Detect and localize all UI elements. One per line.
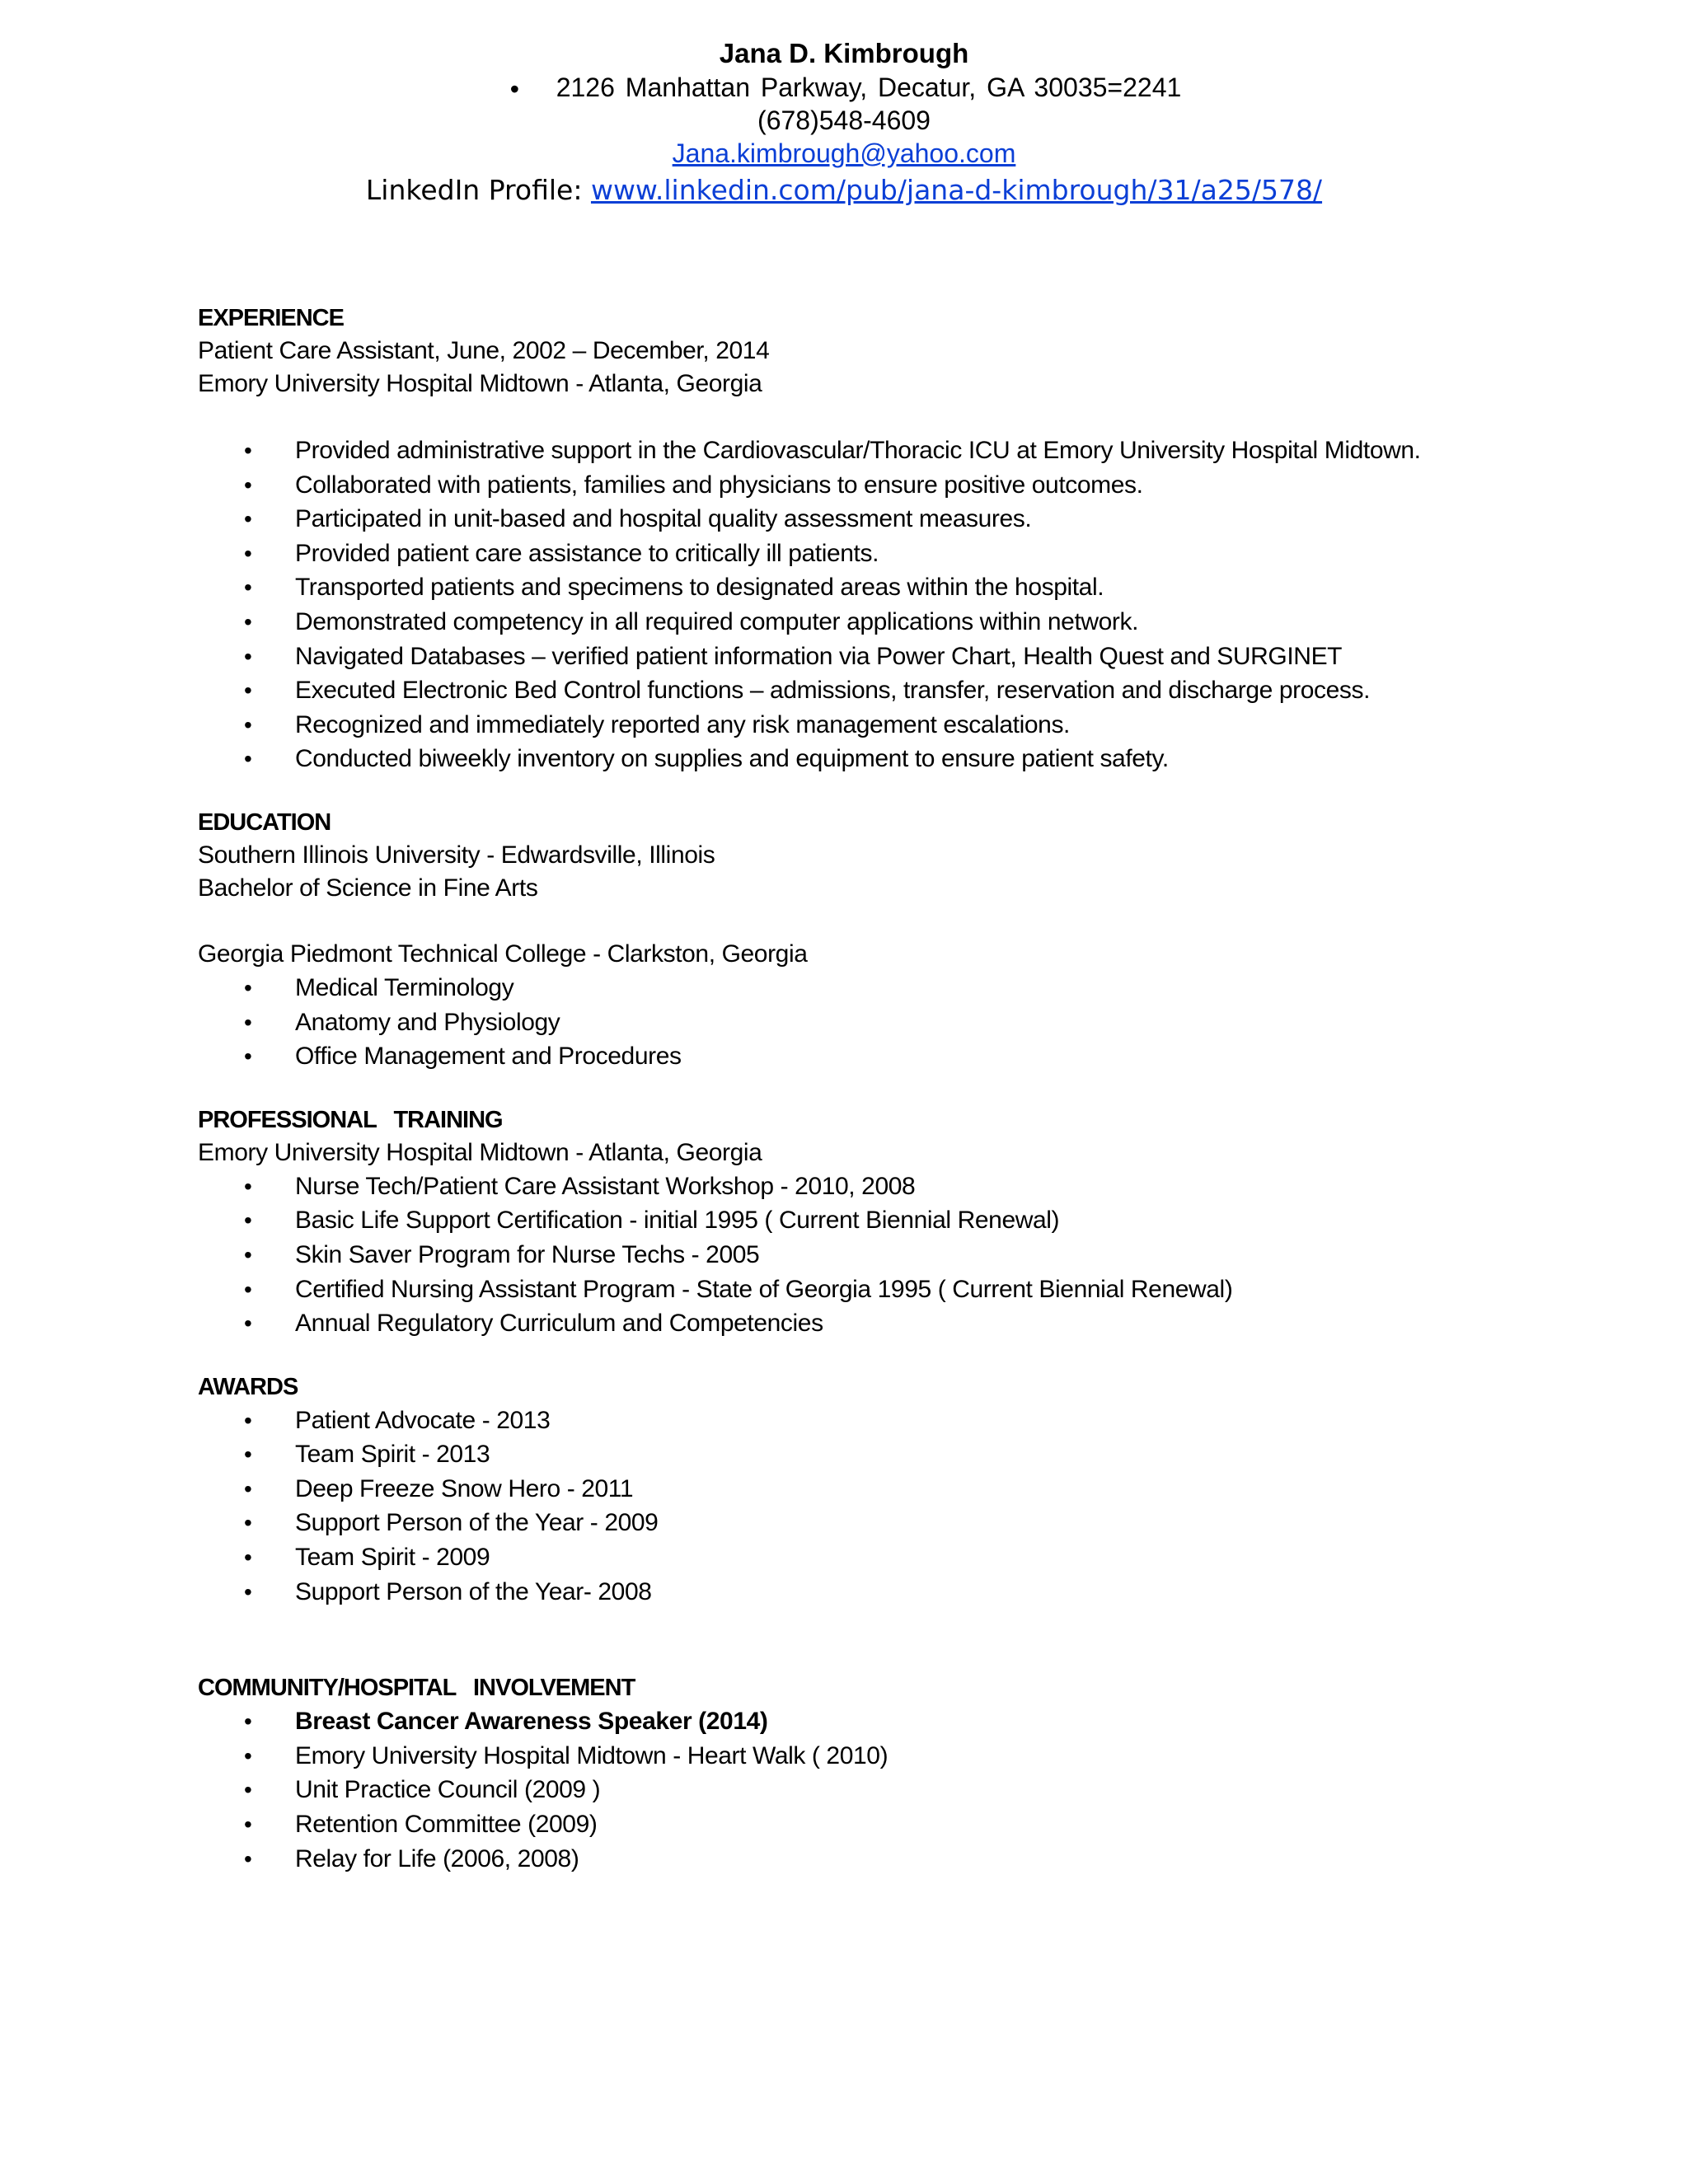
education-degree-1: Bachelor of Science in Fine Arts — [198, 874, 538, 902]
list-item: • Provided administrative support in the Cardiovascular/Thoracic ICU at Emory University Hospital Midtown. — [198, 434, 1533, 468]
list-item: • Breast Cancer Awareness Speaker (2014) — [198, 1704, 1533, 1739]
education-title: EDUCATION — [198, 808, 331, 836]
list-item: • Annual Regulatory Curriculum and Competencies — [198, 1306, 1533, 1341]
bullet-icon: • — [244, 1441, 252, 1468]
bullet-icon: • — [244, 1578, 252, 1605]
list-item: • Transported patients and specimens to designated areas within the hospital. — [198, 570, 1533, 605]
list-item: • Certified Nursing Assistant Program - State of Georgia 1995 ( Current Biennial Renewal) — [198, 1272, 1533, 1307]
bullet-icon: • — [244, 608, 252, 635]
bullet-icon: • — [244, 540, 252, 566]
education-school-1: Southern Illinois University - Edwardsville, Illinois — [198, 841, 715, 869]
list-item: • Anatomy and Physiology — [198, 1005, 1533, 1040]
address: 2126 Manhattan Parkway, Decatur, GA 30035=2241 — [556, 73, 1182, 102]
bullet-icon: • — [244, 1276, 252, 1302]
bullet-icon: • — [244, 1241, 252, 1268]
training-section — [198, 1104, 1533, 1341]
bullet-icon: • — [244, 1811, 252, 1838]
bullet-icon: • — [244, 1207, 252, 1234]
bullet-icon: • — [244, 506, 252, 532]
bullet-icon: • — [244, 746, 252, 772]
address-bullet: • — [509, 74, 519, 104]
bullet-icon: • — [244, 574, 252, 601]
list-item: • Team Spirit - 2013 — [198, 1437, 1533, 1472]
bullet-icon: • — [244, 1777, 252, 1803]
community-title: COMMUNITY/HOSPITAL INVOLVEMENT — [198, 1675, 635, 1702]
address-line — [0, 71, 1688, 104]
list-item: • Deep Freeze Snow Hero - 2011 — [198, 1472, 1533, 1507]
linkedin-link[interactable]: www.linkedin.com/pub/jana-d-kimbrough/31/a25/578/ — [590, 174, 1323, 206]
list-item: • Support Person of the Year- 2008 — [198, 1575, 1533, 1610]
list-item: • Relay for Life (2006, 2008) — [198, 1842, 1533, 1877]
bullet-icon: • — [244, 974, 252, 1001]
email-link[interactable]: Jana.kimbrough@yahoo.com — [672, 138, 1016, 168]
list-item: • Medical Terminology — [198, 971, 1533, 1005]
bullet-icon: • — [244, 711, 252, 738]
bullet-icon: • — [244, 1009, 252, 1035]
education-section — [198, 806, 1533, 1074]
linkedin-line — [0, 171, 1688, 209]
experience-employer: Emory University Hospital Midtown - Atlanta, Georgia — [198, 370, 762, 397]
email-line — [0, 137, 1688, 170]
resume-body — [198, 302, 1533, 1876]
list-item: • Office Management and Procedures — [198, 1039, 1533, 1074]
list-item: • Patient Advocate - 2013 — [198, 1404, 1533, 1438]
list-item: • Participated in unit-based and hospital quality assessment measures. — [198, 502, 1533, 537]
bullet-icon: • — [244, 1475, 252, 1502]
bullet-icon: • — [244, 643, 252, 669]
list-item: • Conducted biweekly inventory on supplies and equipment to ensure patient safety. — [198, 742, 1533, 776]
training-title: PROFESSIONAL TRAINING — [198, 1106, 503, 1133]
education-school-2: Georgia Piedmont Technical College - Clarkston, Georgia — [198, 940, 808, 968]
list-item: • Navigated Databases – verified patient information via Power Chart, Health Quest and SURGINET — [198, 640, 1533, 674]
bullet-icon: • — [244, 1708, 252, 1735]
phone: (678)548-4609 — [757, 105, 931, 135]
list-item: • Provided patient care assistance to critically ill patients. — [198, 537, 1533, 571]
resume-header — [0, 36, 1688, 209]
list-item: • Recognized and immediately reported any risk management escalations. — [198, 708, 1533, 743]
list-item: • Support Person of the Year - 2009 — [198, 1506, 1533, 1540]
list-item: • Demonstrated competency in all required computer applications within network. — [198, 605, 1533, 640]
bullet-icon: • — [244, 471, 252, 498]
awards-section — [198, 1371, 1533, 1610]
bullet-icon: • — [244, 1845, 252, 1872]
experience-title: EXPERIENCE — [198, 305, 344, 331]
bullet-icon: • — [244, 1544, 252, 1571]
experience-position: Patient Care Assistant, June, 2002 – December, 2014 — [198, 337, 770, 364]
awards-title: AWARDS — [198, 1373, 298, 1400]
bullet-icon: • — [244, 1310, 252, 1337]
bullet-icon: • — [244, 1510, 252, 1536]
bullet-icon: • — [244, 1043, 252, 1070]
list-item: • Team Spirit - 2009 — [198, 1540, 1533, 1575]
bullet-icon: • — [244, 677, 252, 704]
training-employer: Emory University Hospital Midtown - Atlanta, Georgia — [198, 1138, 762, 1166]
list-item: • Unit Practice Council (2009 ) — [198, 1773, 1533, 1807]
experience-list — [198, 434, 1533, 776]
awards-list — [198, 1404, 1533, 1610]
list-item: • Emory University Hospital Midtown - Heart Walk ( 2010) — [198, 1739, 1533, 1774]
candidate-name: Jana D. Kimbrough — [719, 38, 969, 68]
bullet-icon: • — [244, 1742, 252, 1769]
list-item: • Retention Committee (2009) — [198, 1807, 1533, 1842]
list-item: • Collaborated with patients, families and physicians to ensure positive outcomes. — [198, 468, 1533, 503]
bullet-icon: • — [244, 1407, 252, 1433]
list-item: • Skin Saver Program for Nurse Techs - 2005 — [198, 1238, 1533, 1272]
list-item: • Nurse Tech/Patient Care Assistant Workshop - 2010, 2008 — [198, 1169, 1533, 1204]
list-item: • Executed Electronic Bed Control functions – admissions, transfer, reservation and discharge process. — [198, 673, 1533, 708]
bullet-icon: • — [244, 1173, 252, 1199]
education-list — [198, 971, 1533, 1074]
experience-section — [198, 302, 1533, 776]
training-list — [198, 1169, 1533, 1341]
community-section — [198, 1671, 1533, 1876]
list-item: • Basic Life Support Certification - initial 1995 ( Current Biennial Renewal) — [198, 1203, 1533, 1238]
bullet-icon: • — [244, 438, 252, 463]
community-list — [198, 1704, 1533, 1876]
linkedin-label: LinkedIn Profile: — [365, 174, 583, 206]
